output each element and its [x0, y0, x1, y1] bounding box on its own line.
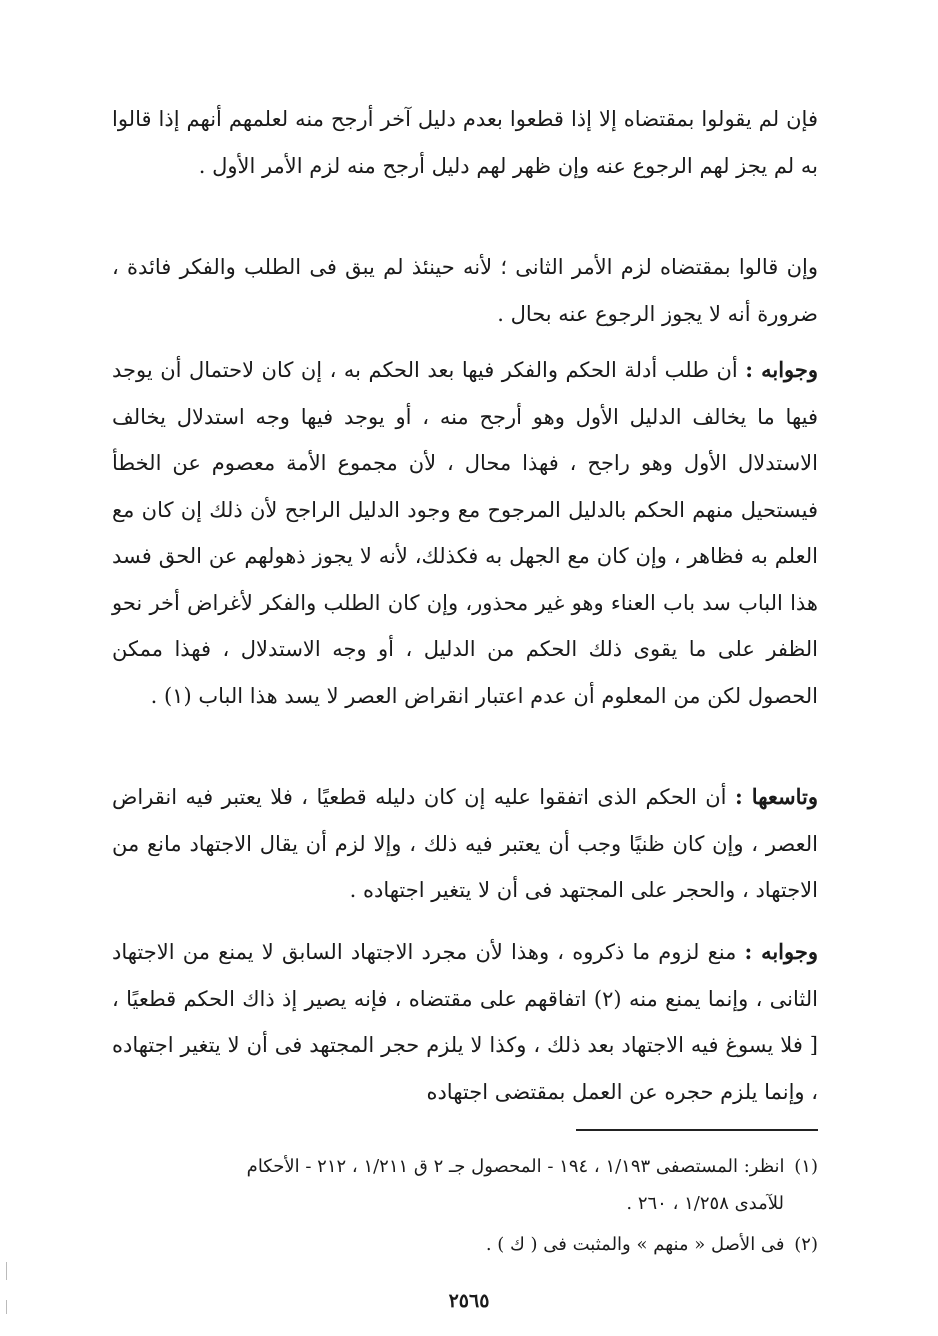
footnote-2: [112, 1226, 818, 1263]
paragraph-4: [112, 774, 818, 914]
paragraph-2: [112, 244, 818, 337]
scan-margin-mark: [6, 1300, 7, 1314]
footnotes: [112, 1148, 818, 1263]
paragraph-1: [112, 96, 818, 189]
paragraph-3-body: [112, 347, 818, 719]
paragraph-3-tail: .: [150, 683, 164, 708]
paragraph-4-text: أن الحكم الذى اتفقوا عليه إن كان دليله قطعيًا ، فلا يعتبر فيه انقراض العصر ، وإن كان ظنيًا وجب أن يعتبر فيه ذلك ، وإلا لزم أن يقال الاجتهاد مانع من الاجتهاد ، والحجر على المجتهد فى أن لا يتغير اجتهاده .: [112, 785, 818, 902]
paragraph-5-text-a: منع لزوم ما ذكروه ، وهذا لأن مجرد الاجتهاد السابق لا يمنع من الاجتهاد الثانى ، وإنما يمنع منه: [112, 940, 818, 1011]
paragraph-4-lead: وتاسعها :: [734, 784, 818, 809]
paragraph-3: [112, 347, 818, 719]
paragraph-1-text: فإن لم يقولوا بمقتضاه إلا إذا قطعوا بعدم دليل آخر أرجح منه لعلمهم أنهم إذا قالوا به لم يجز لهم الرجوع عنه وإن ظهر لهم دليل أرجح منه لزم الأمر الأول .: [112, 107, 818, 178]
paragraph-3-lead: وجوابه :: [745, 357, 818, 382]
scan-margin-mark: [6, 1262, 7, 1280]
paragraph-5-body: [112, 929, 818, 1115]
footnote-2-number: (٢): [794, 1234, 818, 1255]
footnote-ref-2: (٢): [593, 986, 622, 1011]
footnote-1-line1: انظر: المستصفى ١/١٩٣ ، ١٩٤ - المحصول جـ ٢ ق ١/٢١١ ، ٢١٢ - الأحكام: [246, 1156, 785, 1177]
footnote-divider: [576, 1129, 818, 1131]
paragraph-4-body: [112, 774, 818, 914]
footnote-2-text: فى الأصل « منهم » والمثبت فى ( ك ) .: [485, 1234, 785, 1255]
footnote-1: [112, 1148, 818, 1185]
footnote-1-number: (١): [794, 1156, 818, 1177]
paragraph-3-text: أن طلب أدلة الحكم والفكر فيها بعد الحكم به ، إن كان لاحتمال أن يوجد فيها ما يخالف الدليل الأول وهو أرجح منه ، أو يوجد فيها وجه استدلال يخالف الاستدلال الأول وهو راجح ، فهذا محال ، لأن مجموع الأمة معصوم عن الخطأ فيستحيل منهم الحكم بالدليل المرجوح مع وجود الدليل الراجح لأن ذلك إن كان مع العلم به فظاهر ، وإن كان مع الجهل به فكذلك، لأنه لا يجوز ذهولهم عن الحق فسد هذا الباب سد باب العناء وهو غير محذور، وإن كان الطلب والفكر لأغراض أخر نحو الظفر على ما يقوى ذلك الحكم من الدليل ، أو وجه الاستدلال ، فهذا ممكن الحصول لكن من المعلوم أن عدم اعتبار انقراض العصر لا يسد هذا الباب: [112, 358, 818, 708]
paragraph-5-text-b: اتفاقهم على مقتضاه ، فإنه يصير إذ ذاك الحكم قطعيًا ، [ فلا يسوغ فيه الاجتهاد بعد ذلك ، وكذا لا يلزم حجر المجتهد فى أن لا يتغير اجتهاده ، وإنما يلزم حجره عن العمل بمقتضى اجتهاده: [112, 986, 818, 1104]
paragraph-5-lead: وجوابه :: [744, 939, 818, 964]
page-number: ٢٥٦٥: [448, 1290, 490, 1312]
paragraph-5: [112, 929, 818, 1115]
paragraph-2-text: وإن قالوا بمقتضاه لزم الأمر الثانى ؛ لأنه حينئذ لم يبق فى الطلب والفكر فائدة ، ضرورة أنه لا يجوز الرجوع عنه بحال .: [112, 255, 818, 326]
footnote-ref-1: (١): [163, 683, 192, 708]
footnote-1-continued: للآمدى ١/٢٥٨ ، ٢٦٠ .: [626, 1193, 784, 1214]
